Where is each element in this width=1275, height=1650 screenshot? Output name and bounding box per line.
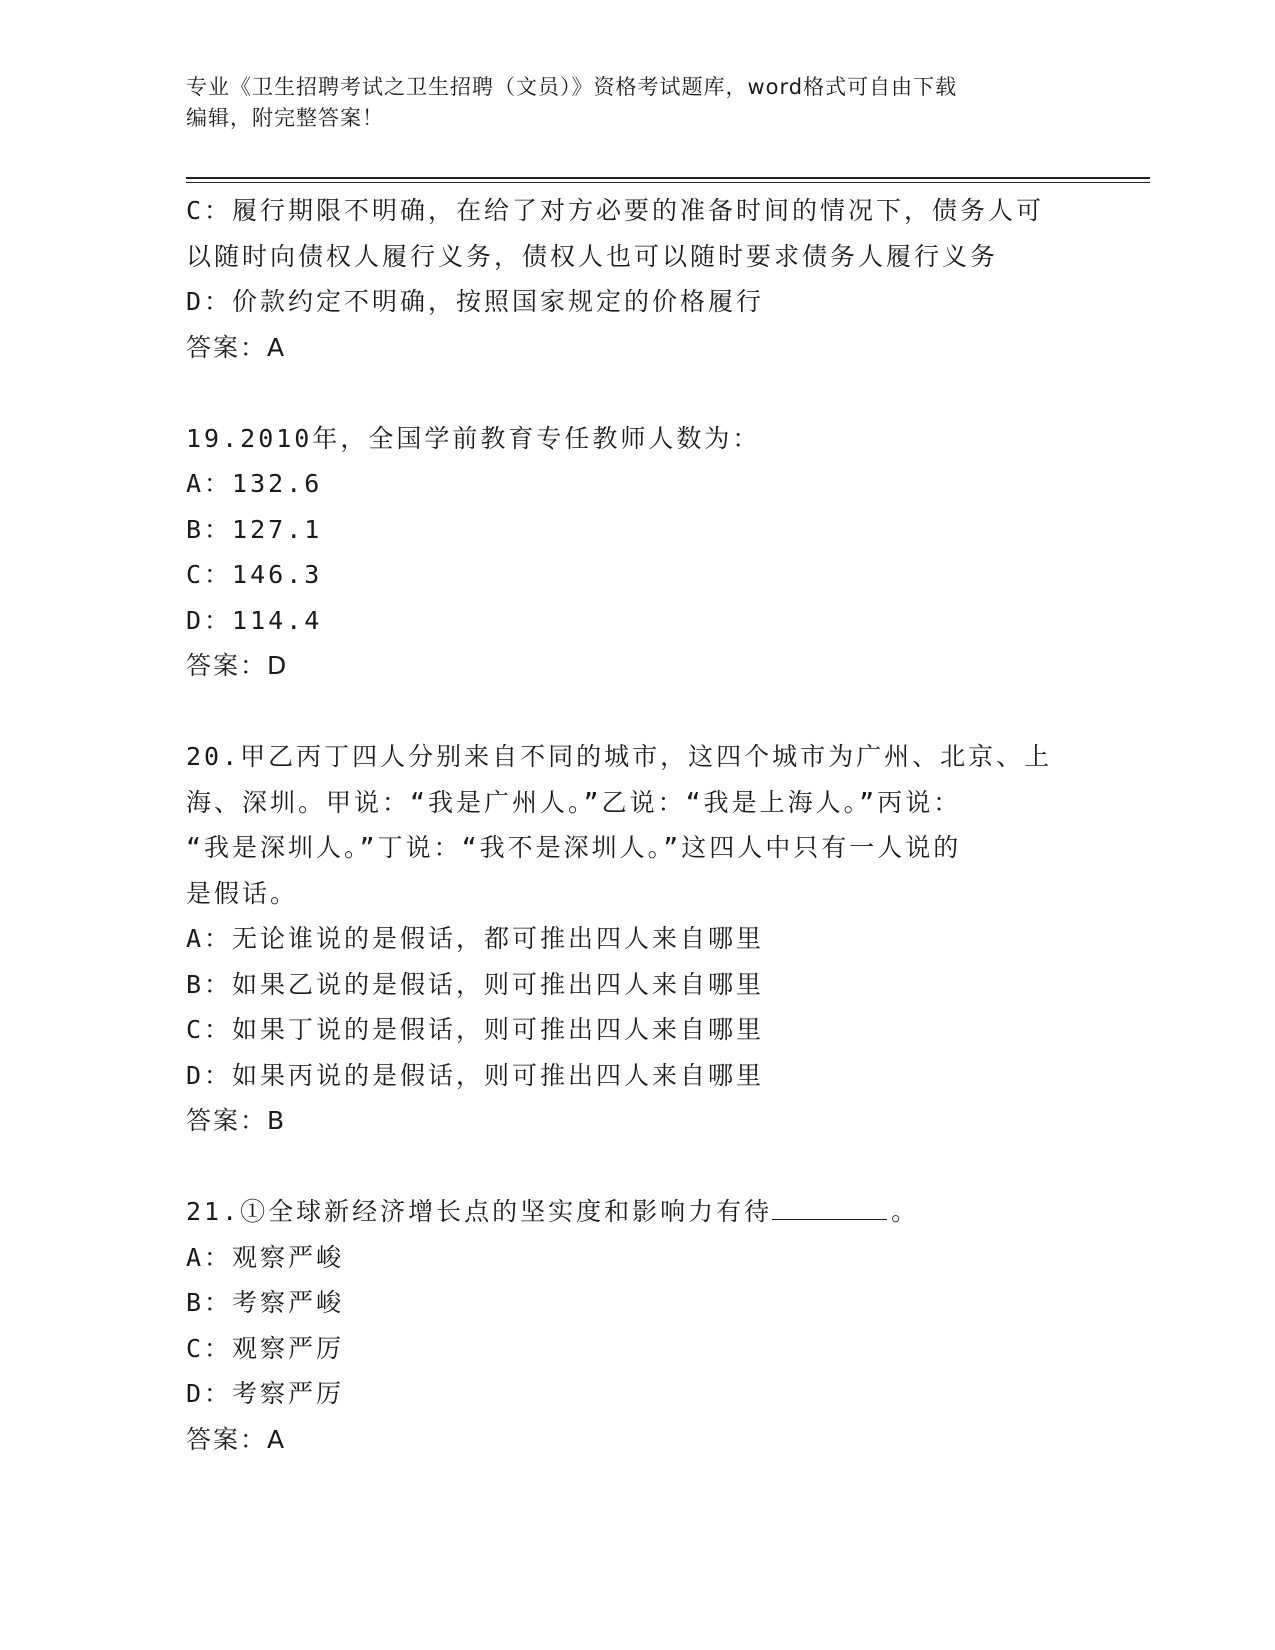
option-c: C：如果丁说的是假话，则可推出四人来自哪里 bbox=[186, 1015, 765, 1044]
option-d: D：114.4 bbox=[186, 605, 323, 635]
question-stem-line-4: 是假话。 bbox=[186, 878, 299, 908]
header-divider-thick bbox=[186, 177, 1150, 179]
spacer bbox=[186, 370, 1086, 416]
option-c: C：146.3 bbox=[186, 560, 323, 589]
question-21 bbox=[186, 1189, 1086, 1462]
option-c: C：观察严厉 bbox=[186, 1333, 345, 1363]
answer-label: 答案：D bbox=[186, 651, 289, 680]
question-stem-end: 。 bbox=[891, 1197, 920, 1226]
question-stem-line-3: “我是深圳人。”丁说：“我不是深圳人。”这四人中只有一人说的 bbox=[186, 833, 962, 862]
option-a: A：观察严峻 bbox=[186, 1242, 345, 1272]
option-d: D：考察严厉 bbox=[186, 1379, 345, 1408]
header-divider-thin bbox=[186, 182, 1150, 183]
header-title-line-1: 专业《卫生招聘考试之卫生招聘（文员）》资格考试题库，word格式可自由下载 bbox=[186, 75, 958, 99]
question-list bbox=[186, 188, 1086, 1462]
document-header bbox=[186, 72, 1086, 134]
option-b: B：如果乙说的是假话，则可推出四人来自哪里 bbox=[186, 969, 765, 999]
option-c-line-1: C：履行期限不明确，在给了对方必要的准备时间的情况下，债务人可 bbox=[186, 196, 1045, 225]
spacer bbox=[186, 1144, 1086, 1190]
answer-label: 答案：B bbox=[186, 1106, 287, 1135]
question-stem: 19.2010年，全国学前教育专任教师人数为： bbox=[186, 423, 761, 453]
spacer bbox=[186, 689, 1086, 735]
question-stem bbox=[186, 1189, 1086, 1235]
option-b: B：127.1 bbox=[186, 514, 323, 544]
option-a: A：132.6 bbox=[186, 469, 323, 498]
option-d: D：如果丙说的是假话，则可推出四人来自哪里 bbox=[186, 1060, 765, 1090]
question-stem-line-1: 20.甲乙丙丁四人分别来自不同的城市，这四个城市为广州、北京、上 bbox=[186, 742, 1053, 771]
answer-label: 答案：A bbox=[186, 1424, 287, 1454]
question-20 bbox=[186, 734, 1086, 1144]
option-d: D：价款约定不明确，按照国家规定的价格履行 bbox=[186, 287, 765, 316]
question-19 bbox=[186, 416, 1086, 689]
answer-label: 答案：A bbox=[186, 332, 287, 362]
option-c-line-2: 以随时向债权人履行义务，债权人也可以随时要求债务人履行义务 bbox=[186, 241, 999, 271]
header-title-line-2: 编辑，附完整答案！ bbox=[186, 106, 384, 130]
option-a: A：无论谁说的是假话，都可推出四人来自哪里 bbox=[186, 924, 765, 953]
option-b: B：考察严峻 bbox=[186, 1288, 345, 1317]
question-18-continuation bbox=[186, 188, 1086, 370]
fill-in-blank bbox=[772, 1193, 887, 1220]
question-stem-line-2: 海、深圳。甲说：“我是广州人。”乙说：“我是上海人。”丙说： bbox=[186, 787, 962, 817]
question-stem-text: 21.①全球新经济增长点的坚实度和影响力有待 bbox=[186, 1197, 773, 1226]
